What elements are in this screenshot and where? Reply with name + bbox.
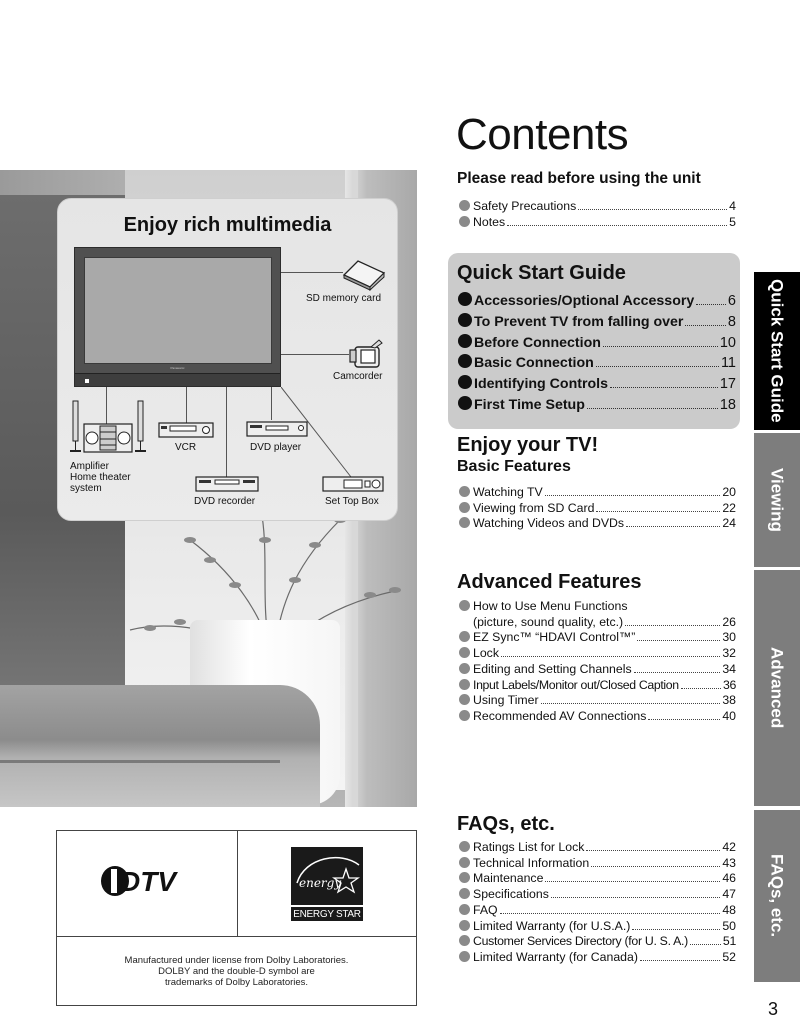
toc-item[interactable]: Identifying Controls 17 bbox=[458, 374, 736, 395]
multimedia-diagram-card bbox=[57, 198, 398, 521]
svg-text:DTV: DTV bbox=[120, 866, 176, 897]
svg-text:energy: energy bbox=[299, 876, 342, 890]
toc-item[interactable]: Limited Warranty (for U.S.A.) 50 bbox=[459, 919, 736, 935]
enjoy-tv-heading: Enjoy your TV! bbox=[457, 434, 599, 456]
bullet-icon bbox=[459, 710, 470, 721]
tv-brand: Panasonic bbox=[170, 366, 185, 370]
toc-item[interactable]: FAQ 48 bbox=[459, 903, 736, 919]
bullet-icon bbox=[459, 679, 470, 690]
wire-dvd-recorder bbox=[226, 387, 227, 477]
toc-item[interactable]: How to Use Menu Functions bbox=[459, 599, 736, 615]
set-top-box-icon bbox=[322, 475, 384, 493]
page-number: 3 bbox=[768, 999, 779, 1019]
dvd-player-icon bbox=[246, 420, 308, 438]
please-read-list bbox=[459, 199, 736, 230]
home-theater-label bbox=[70, 461, 131, 494]
toc-item[interactable]: To Prevent TV from falling over 8 bbox=[458, 312, 736, 333]
toc-item[interactable]: Notes 5 bbox=[459, 215, 736, 231]
vcr-icon bbox=[158, 421, 214, 439]
bullet-icon bbox=[459, 663, 470, 674]
toc-item[interactable]: First Time Setup 18 bbox=[458, 395, 736, 416]
dolby-license-notice bbox=[57, 955, 416, 988]
quick-start-heading: Quick Start Guide bbox=[457, 262, 626, 284]
toc-item-continuation[interactable]: (picture, sound quality, etc.) 26 bbox=[473, 614, 736, 629]
bullet-icon bbox=[459, 920, 470, 931]
camcorder-label: Camcorder bbox=[333, 371, 383, 382]
toc-item[interactable]: EZ Sync™ “HDAVI Control™” 30 bbox=[459, 630, 736, 646]
home-theater-label-line2: Home theater bbox=[70, 472, 131, 483]
set-top-box-label: Set Top Box bbox=[325, 496, 379, 507]
toc-item[interactable]: Customer Services Directory (for U. S. A.) 51 bbox=[459, 934, 736, 950]
tab-viewing[interactable]: Viewing bbox=[754, 433, 800, 567]
toc-item[interactable]: Limited Warranty (for Canada) 52 bbox=[459, 950, 736, 966]
camcorder-icon bbox=[349, 339, 383, 369]
please-read-heading: Please read before using the unit bbox=[457, 170, 701, 187]
home-theater-label-line3: system bbox=[70, 483, 102, 494]
dolby-line-1: Manufactured under license from Dolby Laboratories. bbox=[124, 955, 349, 966]
sd-card-label: SD memory card bbox=[306, 293, 382, 304]
wire-camcorder bbox=[281, 354, 349, 355]
bullet-icon bbox=[459, 857, 470, 868]
toc-item[interactable]: Editing and Setting Channels 34 bbox=[459, 662, 736, 678]
toc-item[interactable]: Safety Precautions 4 bbox=[459, 199, 736, 215]
tab-advanced[interactable]: Advanced bbox=[754, 570, 800, 806]
toc-item[interactable]: Watching TV 20 bbox=[459, 485, 736, 501]
toc-item[interactable]: Viewing from SD Card 22 bbox=[459, 501, 736, 517]
bullet-icon bbox=[459, 216, 470, 227]
bullet-icon bbox=[459, 904, 470, 915]
bullet-icon bbox=[459, 502, 470, 513]
bullet-icon bbox=[459, 841, 470, 852]
energy-star-icon bbox=[291, 847, 363, 903]
bullet-icon bbox=[459, 872, 470, 883]
wire-dvd-player bbox=[271, 387, 272, 420]
bullet-icon bbox=[459, 486, 470, 497]
dolby-line-2: DOLBY and the double-D symbol are bbox=[158, 966, 315, 977]
toc-item[interactable]: Using Timer 38 bbox=[459, 693, 736, 709]
certification-logos-box bbox=[56, 830, 417, 1006]
energy-star-label: ENERGY STAR bbox=[291, 905, 363, 921]
tab-faqs[interactable]: FAQs, etc. bbox=[754, 810, 800, 982]
bullet-icon bbox=[458, 396, 472, 410]
wire-sd-card bbox=[281, 272, 343, 273]
logos-vertical-divider bbox=[237, 831, 238, 936]
bullet-icon bbox=[459, 951, 470, 962]
sd-card-icon bbox=[342, 259, 386, 291]
advanced-features-heading: Advanced Features bbox=[457, 571, 642, 593]
bullet-icon bbox=[459, 631, 470, 642]
photo-sofa bbox=[0, 685, 320, 807]
photo-sofa-seam bbox=[0, 760, 280, 763]
bullet-icon bbox=[458, 375, 472, 389]
vcr-label: VCR bbox=[175, 442, 197, 453]
bullet-icon bbox=[458, 334, 472, 348]
tv-control-bar bbox=[75, 373, 280, 386]
tv-icon bbox=[74, 247, 281, 387]
bullet-icon bbox=[459, 517, 470, 528]
diagram-title: Enjoy rich multimedia bbox=[123, 214, 332, 236]
toc-item[interactable]: Recommended AV Connections 40 bbox=[459, 709, 736, 725]
toc-item[interactable]: Ratings List for Lock 42 bbox=[459, 840, 736, 856]
bullet-icon bbox=[459, 935, 470, 946]
toc-item[interactable]: Technical Information 43 bbox=[459, 856, 736, 872]
hdtv-logo-icon bbox=[99, 861, 199, 901]
tv-screen bbox=[84, 257, 272, 364]
dvd-player-label: DVD player bbox=[250, 442, 302, 453]
tab-quick-start-guide[interactable]: Quick Start Guide bbox=[754, 272, 800, 430]
faqs-list bbox=[459, 840, 736, 966]
logos-horizontal-divider bbox=[57, 936, 416, 937]
basic-features-heading: Basic Features bbox=[457, 458, 571, 475]
quick-start-list bbox=[458, 291, 736, 416]
dvd-recorder-label: DVD recorder bbox=[194, 496, 256, 507]
toc-item[interactable]: Watching Videos and DVDs 24 bbox=[459, 516, 736, 532]
toc-item[interactable]: Accessories/Optional Accessory 6 bbox=[458, 291, 736, 312]
home-theater-icon bbox=[68, 399, 148, 455]
bullet-icon bbox=[459, 200, 470, 211]
home-theater-label-line1: Amplifier bbox=[70, 461, 109, 472]
bullet-icon bbox=[458, 354, 472, 368]
dvd-recorder-icon bbox=[195, 475, 259, 493]
toc-item[interactable]: Maintenance 46 bbox=[459, 871, 736, 887]
advanced-features-list bbox=[459, 599, 736, 725]
bullet-icon bbox=[458, 292, 472, 306]
toc-item[interactable]: Input Labels/Monitor out/Closed Caption 36 bbox=[459, 678, 736, 694]
faqs-heading: FAQs, etc. bbox=[457, 813, 555, 835]
basic-features-list bbox=[459, 485, 736, 532]
bullet-icon bbox=[459, 647, 470, 658]
toc-item[interactable]: Specifications 47 bbox=[459, 887, 736, 903]
toc-item[interactable]: Basic Connection 11 bbox=[458, 353, 736, 374]
dolby-line-3: trademarks of Dolby Laboratories. bbox=[164, 977, 309, 988]
tv-power-led bbox=[85, 379, 89, 383]
energy-star-logo bbox=[291, 847, 363, 921]
toc-item[interactable]: Before Connection 10 bbox=[458, 333, 736, 354]
bullet-icon bbox=[458, 313, 472, 327]
page-title: Contents bbox=[456, 110, 629, 159]
bullet-icon bbox=[459, 888, 470, 899]
bullet-icon bbox=[459, 694, 470, 705]
bullet-icon bbox=[459, 600, 470, 611]
toc-item[interactable]: Lock 32 bbox=[459, 646, 736, 662]
